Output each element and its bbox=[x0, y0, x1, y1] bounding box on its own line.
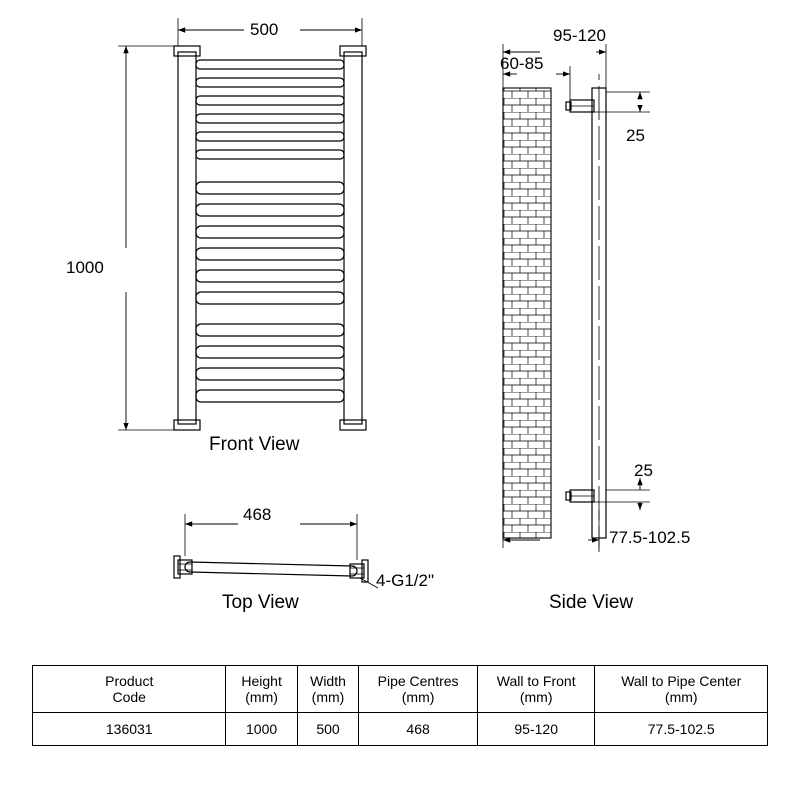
dim-top-pipe-centres: 468 bbox=[243, 505, 272, 524]
table-header-row bbox=[33, 666, 768, 713]
header-height bbox=[226, 666, 297, 713]
dim-side-wall-depth: 60-85 bbox=[500, 54, 544, 73]
dim-side-wall-to-pipe-center: 77.5-102.5 bbox=[609, 528, 691, 547]
spec-table bbox=[32, 665, 768, 746]
header-line1: Wall to Pipe Center bbox=[621, 672, 742, 689]
header-line2: (mm) bbox=[401, 689, 435, 705]
cell-width: 500 bbox=[297, 713, 359, 746]
cell-wall-to-pipe-center: 77.5-102.5 bbox=[595, 713, 768, 746]
cell-product-code: 136031 bbox=[33, 713, 226, 746]
header-line2: (mm) bbox=[519, 689, 553, 705]
cell-height: 1000 bbox=[226, 713, 297, 746]
side-view-group bbox=[503, 44, 650, 552]
dim-side-offset-bottom: 25 bbox=[634, 461, 653, 480]
header-line1: Height bbox=[241, 672, 282, 689]
header-wall-to-pipe-center bbox=[595, 666, 768, 713]
header-width bbox=[297, 666, 359, 713]
header-product-code bbox=[33, 666, 226, 713]
header-line2: Code bbox=[112, 689, 146, 705]
view-label-front: Front View bbox=[209, 434, 300, 455]
dim-front-width: 500 bbox=[250, 20, 279, 39]
header-pipe-centres bbox=[359, 666, 478, 713]
dim-front-height: 1000 bbox=[66, 258, 104, 277]
view-label-top: Top View bbox=[222, 592, 299, 613]
dim-side-offset-top: 25 bbox=[626, 126, 645, 145]
dim-top-connection: 4-G1/2" bbox=[376, 571, 435, 590]
cell-wall-to-front: 95-120 bbox=[477, 713, 595, 746]
header-line2: (mm) bbox=[664, 689, 698, 705]
top-view-group bbox=[174, 514, 378, 588]
table-row bbox=[33, 713, 768, 746]
front-view-group bbox=[118, 18, 366, 430]
header-line2: (mm) bbox=[311, 689, 345, 705]
header-line2: (mm) bbox=[245, 689, 278, 705]
cell-pipe-centres: 468 bbox=[359, 713, 478, 746]
header-wall-to-front bbox=[477, 666, 595, 713]
header-line1: Wall to Front bbox=[496, 672, 576, 689]
header-line1: Width bbox=[310, 672, 346, 689]
view-label-side: Side View bbox=[549, 592, 634, 613]
dim-side-wall-to-front: 95-120 bbox=[553, 26, 606, 45]
header-line1: Pipe Centres bbox=[377, 672, 459, 689]
header-line1: Product bbox=[105, 672, 154, 689]
